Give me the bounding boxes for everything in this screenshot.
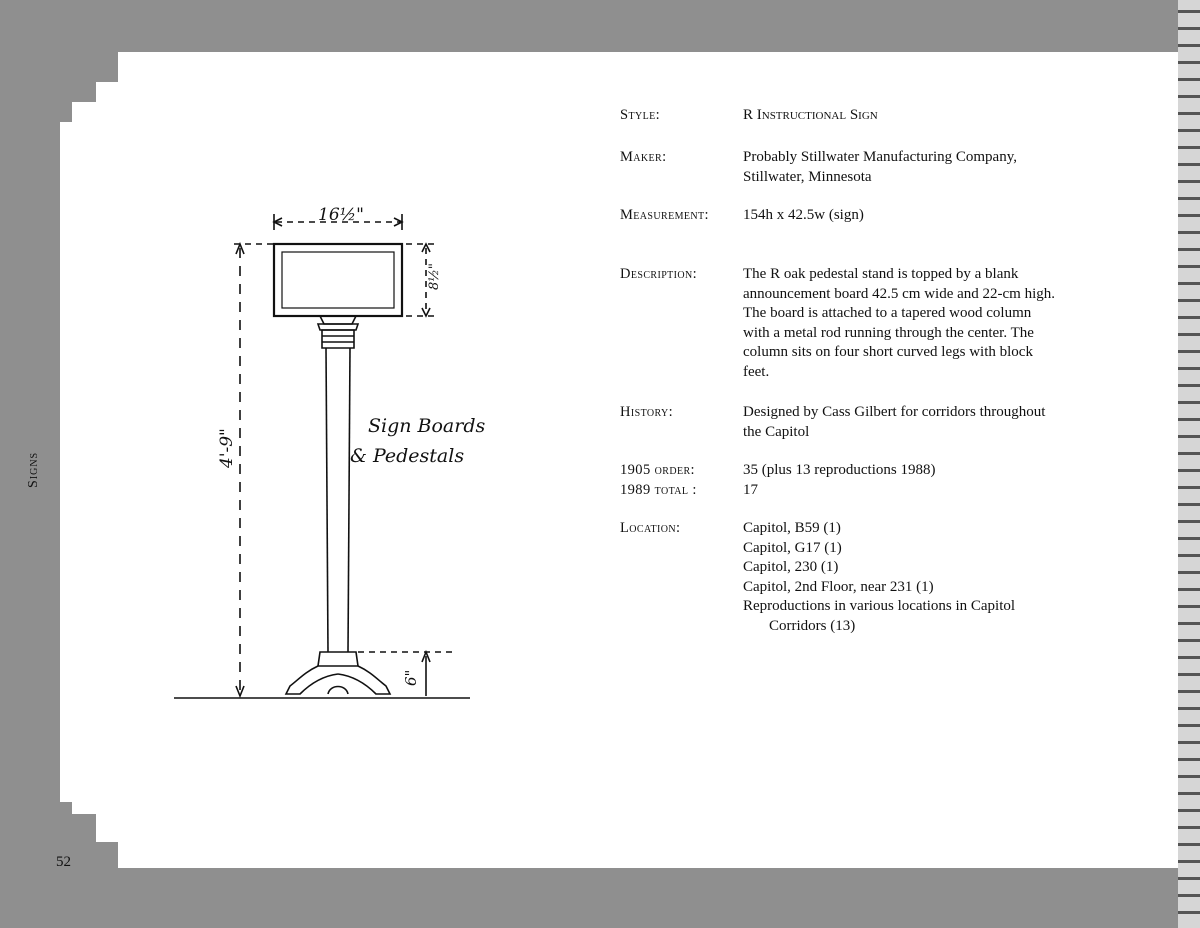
description-value xyxy=(743,265,1103,382)
location-line: Capitol, 2nd Floor, near 231 (1) xyxy=(743,578,934,595)
description-line: with a metal rod running through the center. The xyxy=(743,324,1034,341)
dimension-width: 16½" xyxy=(318,205,364,225)
total-value: 17 xyxy=(743,482,758,498)
history-line: Designed by Cass Gilbert for corridors throughout xyxy=(743,404,1046,420)
location-label: Location: xyxy=(620,520,681,536)
section-label: Signs xyxy=(26,451,41,489)
order-value: 35 (plus 13 reproductions 1988) xyxy=(743,462,936,478)
dimension-base-height: 6" xyxy=(402,669,420,686)
total-label-text: 1989 total : xyxy=(620,482,697,498)
description-line: column sits on four short curved legs with block xyxy=(743,344,1033,360)
order-label-text: 1905 order: xyxy=(620,462,695,478)
maker-line: Probably Stillwater Manufacturing Company, xyxy=(743,149,1017,165)
history-value xyxy=(743,403,1103,442)
location-line: Capitol, B59 (1) xyxy=(743,520,841,536)
pedestal-sign-drawing xyxy=(170,200,510,720)
measurement-value: 154h x 42.5w (sign) xyxy=(743,207,864,223)
drawing-label-line-1: Sign Boards xyxy=(368,415,486,437)
description-line: The R oak pedestal stand is topped by a blank xyxy=(743,266,1019,282)
location-line: Reproductions in various locations in Capitol xyxy=(743,598,1016,614)
location-line: Capitol, G17 (1) xyxy=(743,539,842,556)
history-label: History: xyxy=(620,404,674,420)
description-line: announcement board 42.5 cm wide and 22-cm high. xyxy=(743,285,1055,302)
location-value xyxy=(743,519,1103,636)
description-label: Description: xyxy=(620,266,698,282)
description-line: feet. xyxy=(743,363,770,380)
location-line: Capitol, 230 (1) xyxy=(743,559,839,575)
history-line: the Capitol xyxy=(743,423,810,440)
style-label: Style: xyxy=(620,107,661,123)
measurement-label: Measurement: xyxy=(620,207,709,223)
total-label xyxy=(620,481,740,501)
page-number: 52 xyxy=(56,854,71,870)
order-label xyxy=(620,461,740,481)
maker-label: Maker: xyxy=(620,149,667,165)
dimension-total-height: 4'-9" xyxy=(217,428,237,468)
maker-value xyxy=(743,148,1103,187)
style-value: R Instructional Sign xyxy=(743,107,878,123)
drawing-label-line-2: & Pedestals xyxy=(350,445,465,467)
dimension-sign-height: 8½" xyxy=(427,263,442,290)
maker-line: Stillwater, Minnesota xyxy=(743,168,872,185)
spiral-binding xyxy=(1178,0,1200,928)
description-line: The board is attached to a tapered wood column xyxy=(743,305,1032,321)
location-line: Corridors (13) xyxy=(769,617,856,634)
